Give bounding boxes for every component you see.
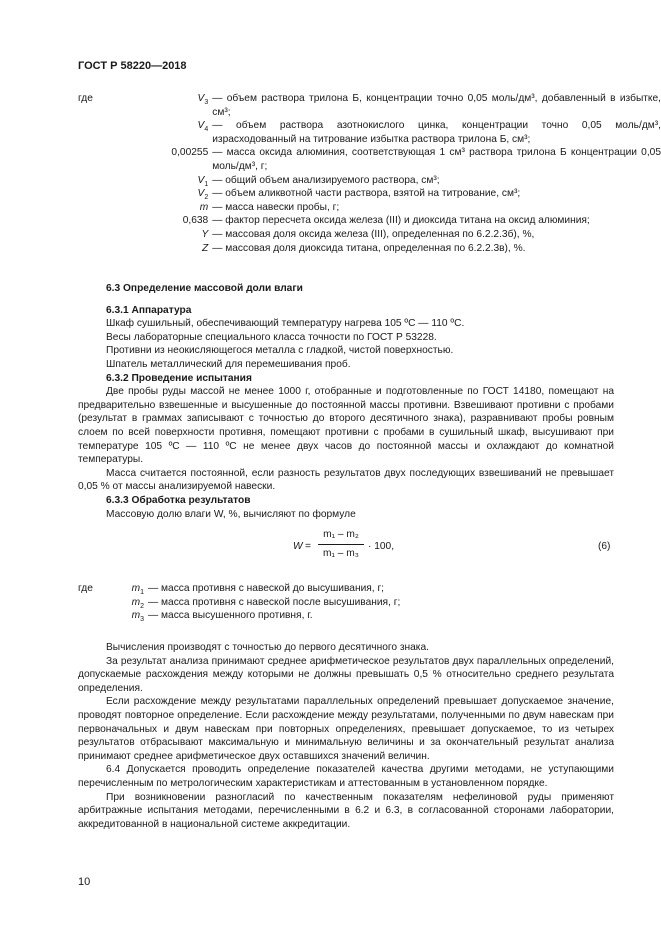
paragraph: Если расхождение между результатами параллельных определений превышает допускаемое значение, проводят повторное определение. Если расхождение между результатами, полученными по двум навескам при первоначальных и двум навескам при повторных определениях, превышает допускаемое, то из четырех результатов отбрасывают максимальную и минимальную величины и за окончательный результат анализа принимают среднее арифметическое двух оставшихся значений величин.	[78, 696, 614, 762]
definition-row: 0,00255 — масса оксида алюминия, соответствующая 1 см³ раствора трилона Б концентрации 0,05 моль/дм³, г;	[171, 147, 661, 172]
page-number: 10	[78, 876, 91, 888]
subsection-heading: 6.3.2 Проведение испытания	[106, 372, 252, 384]
apparatus-item: Противни из неокисляющегося металла с гладкой, чистой поверхностью.	[106, 345, 454, 357]
definition-row: $V_4$ — объем раствора азотнокислого цинка, концентрации точно 0,05 моль/дм³, израсходованный на титрование избытка раствора трилона Б, см³;	[197, 120, 661, 145]
paragraph: Вычисления производят с точностью до первого десятичного знака.	[106, 642, 429, 653]
formula-6	[0, 528, 661, 566]
definition-row: $m_2$ — масса противня с навеской после высушивания, г;	[131, 596, 401, 610]
subsection-heading: 6.3.1 Аппаратура	[106, 304, 192, 316]
definition-row: Z — массовая доля диоксида титана, определенная по 6.2.2.3в), %.	[202, 242, 526, 254]
formula-numerator: m₁ – m₂	[318, 528, 364, 545]
paragraph: При возникновении разногласий по качественным показателям нефелиновой руды применяют арбитражные испытания методами, перечисленными в 6.2 и 6.3, в согласованной сторонами лаборатории, аккредитованной в национальной системе аккредитации.	[78, 791, 614, 830]
formula-definitions	[0, 582, 661, 623]
definition-row: где $m_1$ — масса противня с навеской до высушивания, г;	[78, 583, 384, 597]
apparatus-item: Шпатель металлический для перемешивания проб.	[106, 358, 351, 370]
variable-definitions	[0, 92, 661, 255]
definition-row: $V_2$ — объем аликвотной части раствора, взятой на титрование, см³;	[197, 188, 521, 202]
section-title: 6.3 Определение массовой доли влаги	[106, 283, 303, 294]
paragraph: За результат анализа принимают среднее арифметическое результатов двух параллельных определений, допускаемые расхождения между которыми не должны превышать 0,5 % относительно среднего результата определения.	[78, 655, 614, 694]
section-6-3	[78, 282, 614, 521]
formula-fraction	[318, 528, 364, 560]
paragraph: Две пробы руды массой не менее 1000 г, отобранные и подготовленные по ГОСТ 14180, помещают на предварительно взвешенные и высушенные до постоянной массы противни. Взвешивают противни с пробами (результат в граммах записывают с точностью до второго десятичного знака), разравнивают пробы ровным слоем по всей поверхности противня, помещают противни с пробами в сушильный шкаф, высушивают при температуре 105 ºС — 110 ºС не менее двух часов до постоянной массы и охлаждают до комнатной температуры.	[78, 386, 614, 466]
definition-row: $m_3$ — масса высушенного противня, г.	[131, 610, 313, 624]
paragraph: Масса считается постоянной, если разность результатов двух последующих взвешиваний не превышает 0,05 % от массы анализируемой навески.	[78, 467, 614, 493]
formula-lhs: W	[293, 541, 303, 552]
formula-tail: · 100,	[368, 541, 395, 552]
definition-row: где $V_3$ — объем раствора трилона Б, концентрации точно 0,05 моль/дм³, добавленный в избытке, см³;	[78, 93, 661, 118]
paragraph: 6.4 Допускается проводить определение показателей качества другими методами, не уступающими перечисленным по метрологическим характеристикам и аттестованным в установленном порядке.	[78, 764, 614, 789]
definition-row: $V_1$ — общий объем анализируемого раствора, см³;	[197, 174, 440, 188]
apparatus-item: Весы лабораторные специального класса точности по ГОСТ Р 53228.	[106, 331, 437, 343]
definition-row: m — масса навески пробы, г;	[199, 201, 340, 213]
definition-row: Y — массовая доля оксида железа (III), определенная по 6.2.2.3б), %,	[201, 228, 535, 240]
formula-number: (6)	[598, 541, 611, 552]
subsection-heading: 6.3.3 Обработка результатов	[106, 494, 251, 506]
formula-equals: =	[305, 541, 311, 552]
definition-row: 0,638 — фактор пересчета оксида железа (III) и диоксида титана на оксид алюминия;	[182, 215, 590, 227]
results-text	[78, 641, 614, 831]
apparatus-item: Шкаф сушильный, обеспечивающий температуру нагрева 105 ºС — 110 ºС.	[106, 318, 465, 330]
document-header: ГОСТ Р 58220—2018	[78, 60, 187, 72]
formula-denominator: m₁ – m₃	[323, 547, 359, 559]
paragraph: Массовую долю влаги W, %, вычисляют по формуле	[106, 508, 356, 520]
